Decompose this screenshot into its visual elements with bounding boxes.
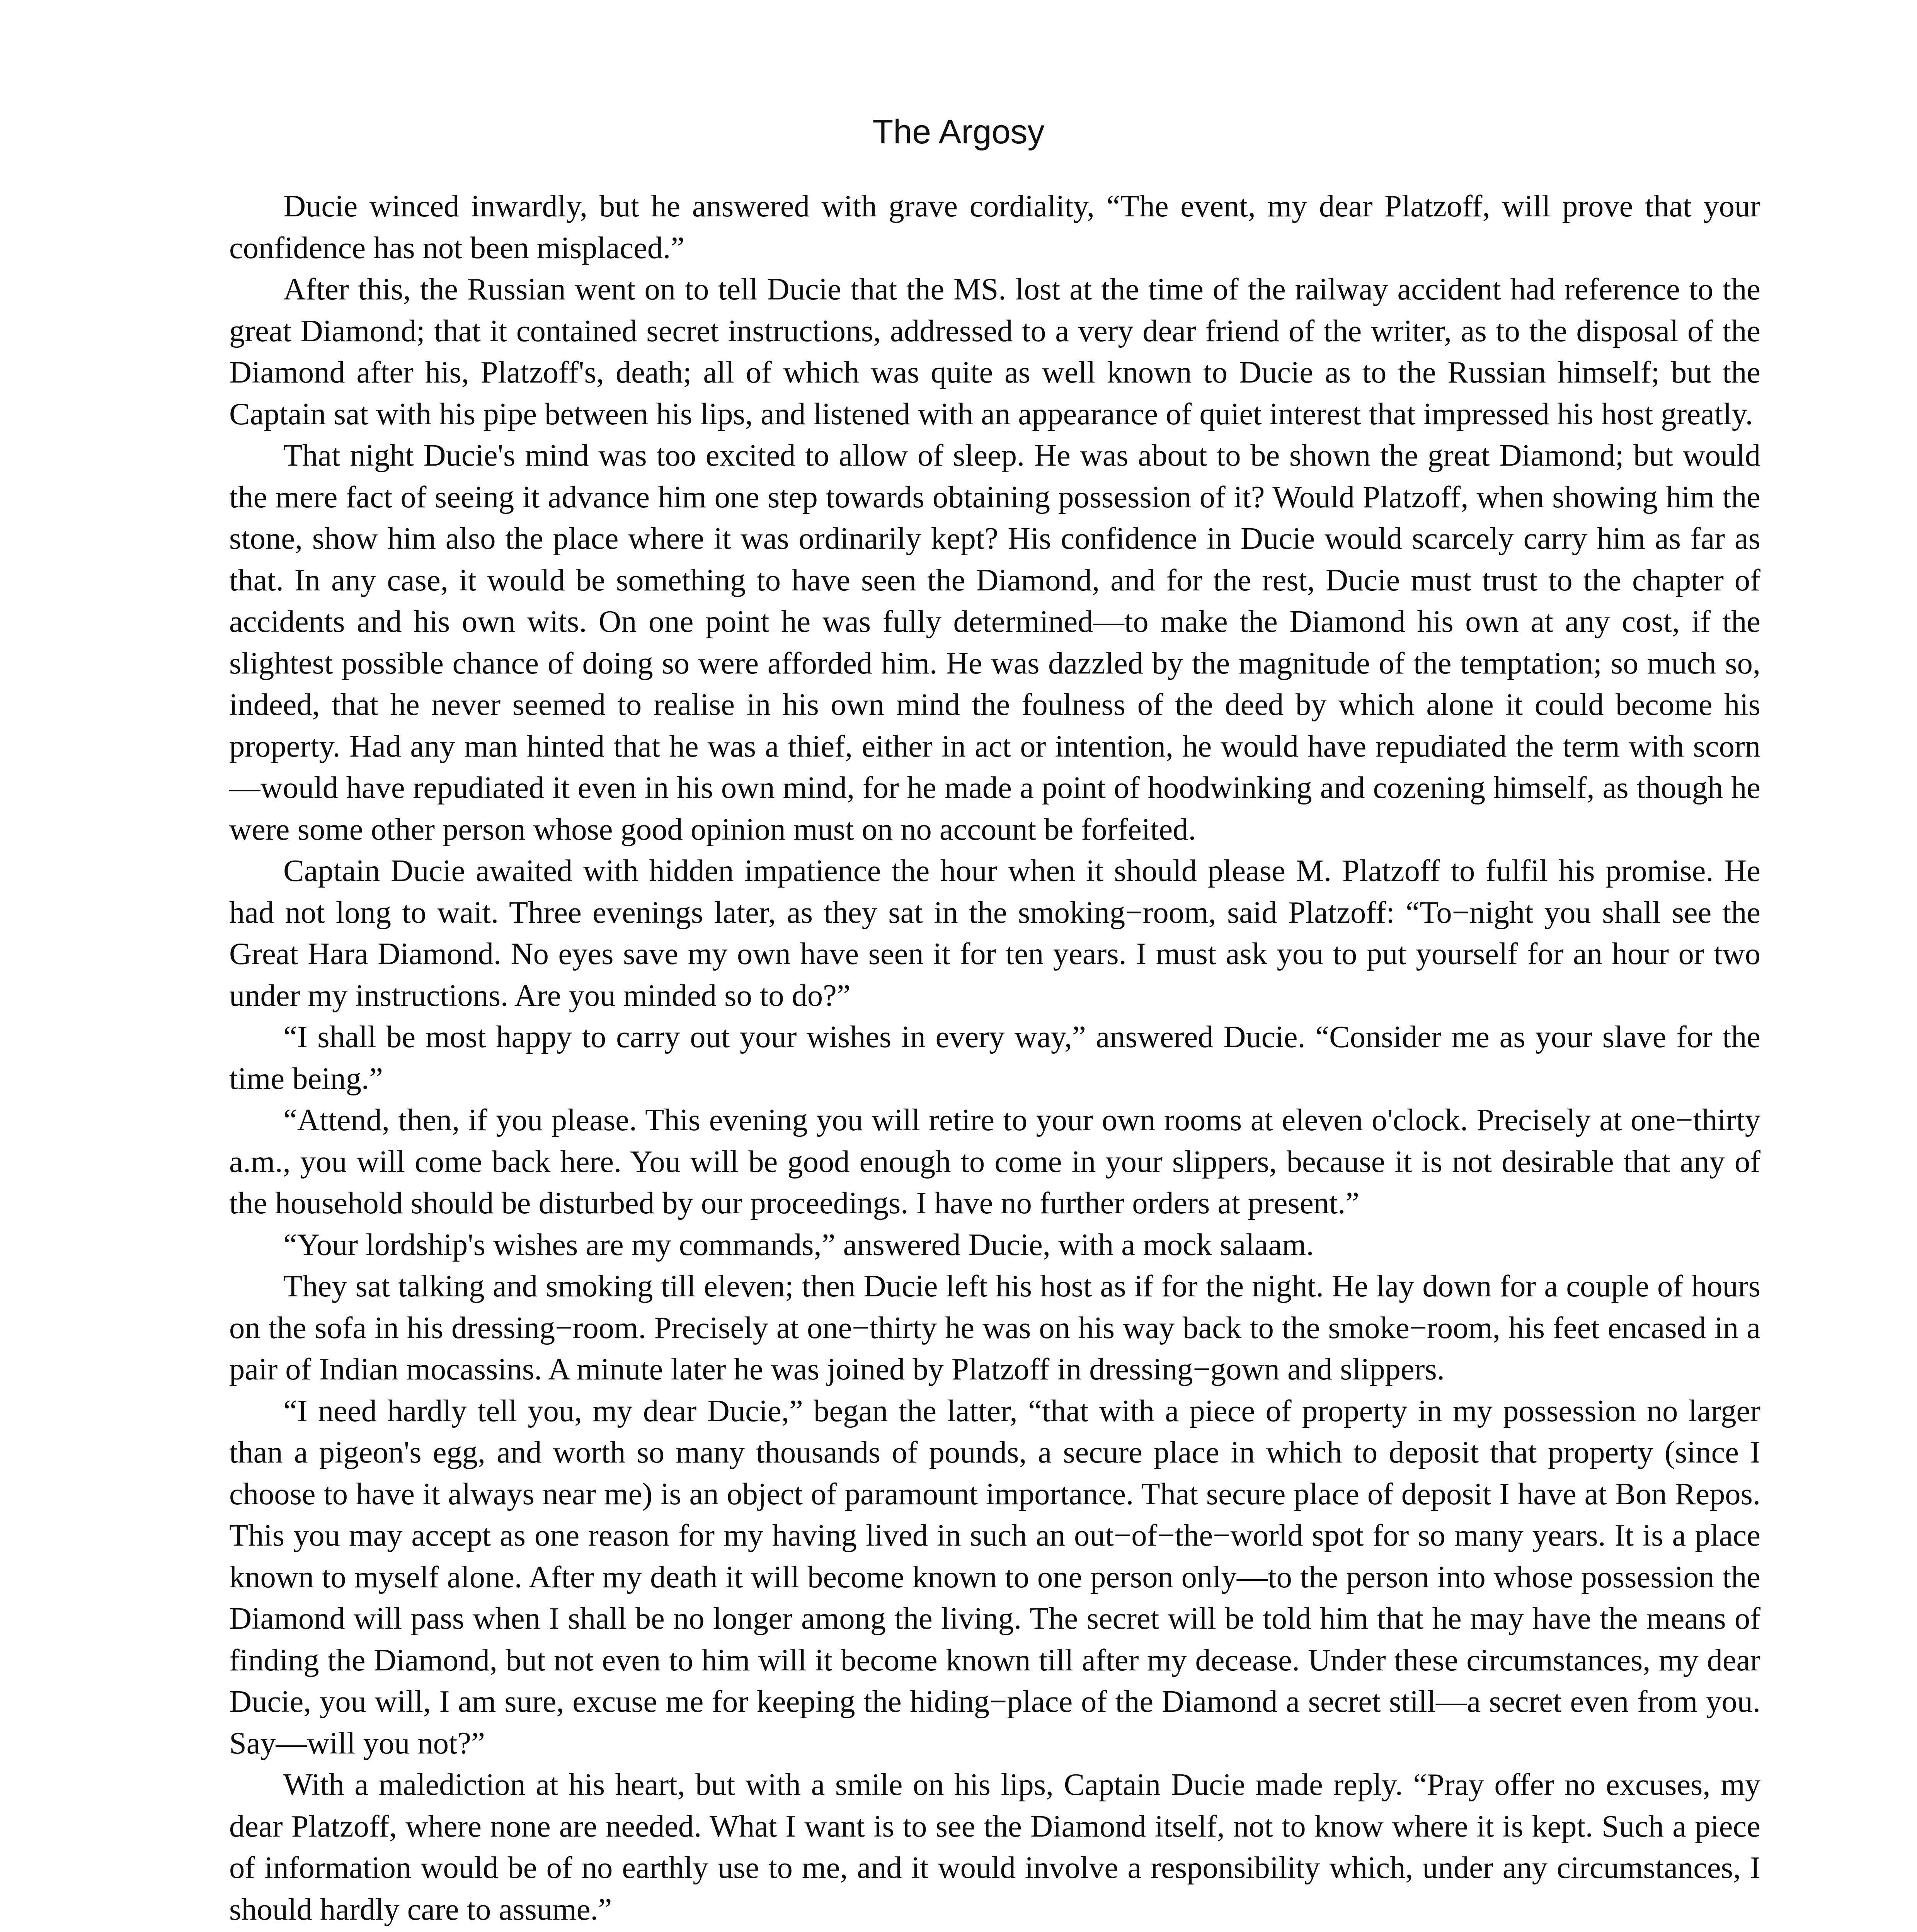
running-header: The Argosy bbox=[872, 112, 1045, 151]
paragraph bbox=[229, 1930, 1760, 1932]
paragraph: Captain Ducie awaited with hidden impatience the hour when it should please M. Platzoff to fulfil his promise. He had not long to wait. Three evenings later, as they sat in the smoking−room, said Platzoff: “To−night you shall see the Great Hara Diamond. No eyes save my own have seen it for ten years. I must ask you to put yourself for an hour or two under my instructions. Are you minded so to do?” bbox=[229, 854, 1760, 1013]
paragraph: They sat talking and smoking till eleven; then Ducie left his host as if for the night. He lay down for a couple of hours on the sofa in his dressing−room. Precisely at one−thirty he was on his way back to the smoke−room, his feet encased in a pair of Indian mocassins. A minute later he was joined by Platzoff in dressing−gown and slippers. bbox=[229, 1269, 1760, 1386]
paragraph: “I need hardly tell you, my dear Ducie,” began the latter, “that with a piece of property in my possession no larger than a pigeon's egg, and worth so many thousands of pounds, a secure place in which to deposit that property (since I choose to have it always near me) is an object of paramount importance. That secure place of deposit I have at Bon Repos. This you may accept as one reason for my having lived in such an out−of−the−world spot for so many years. It is a place known to myself alone. After my death it will become known to one person only—to the person into whose possession the Diamond will pass when I shall be no longer among the living. The secret will be told him that he may have the means of finding the Diamond, but not even to him will it become known till after my decease. Under these circumstances, my dear Ducie, you will, I am sure, excuse me for keeping the hiding−place of the Diamond a secret still—a secret even from you. Say—will you not?” bbox=[229, 1393, 1760, 1760]
paragraph: With a malediction at his heart, but with a smile on his lips, Captain Ducie made reply. “Pray offer no excuses, my dear Platzoff, where none are needed. What I want is to see the Diamond itself, not to know where it is kept. Such a piece of information would be of no earthly use to me, and it would involve a responsibility which, under any circumstances, I should hardly care to assume.” bbox=[229, 1767, 1760, 1927]
paragraph: “Attend, then, if you please. This evening you will retire to your own rooms at eleven o'clock. Precisely at one−thirty a.m., you will come back here. You will be good enough to come in your slippers, because it is not desirable that any of the household should be disturbed by our proceedings. I have no further orders at present.” bbox=[229, 1103, 1760, 1220]
paragraph: After this, the Russian went on to tell Ducie that the MS. lost at the time of the railway accident had reference to the great Diamond; that it contained secret instructions, addressed to a very dear friend of the writer, as to the disposal of the Diamond after his, Platzoff's, death; all of which was quite as well known to Ducie as to the Russian himself; but the Captain sat with his pipe between his lips, and listened with an appearance of quiet interest that impressed his host greatly. bbox=[229, 272, 1760, 431]
body-text bbox=[229, 185, 1760, 1932]
paragraph: “Your lordship's wishes are my commands,” answered Ducie, with a mock salaam. bbox=[283, 1227, 1314, 1262]
paragraph: That night Ducie's mind was too excited to allow of sleep. He was about to be shown the great Diamond; but would the mere fact of seeing it advance him one step towards obtaining possession of it? Would Platzoff, when showing him the stone, show him also the place where it was ordinarily kept? His confidence in Ducie would scarcely carry him as far as that. In any case, it would be something to have seen the Diamond, and for the rest, Ducie must trust to the chapter of accidents and his own wits. On one point he was fully determined—to make the Diamond his own at any cost, if the slightest possible chance of doing so were afforded him. He was dazzled by the magnitude of the temptation; so much so, indeed, that he never seemed to realise in his own mind the foulness of the deed by which alone it could become his property. Had any man hinted that he was a thief, either in act or intention, he would have repudiated the term with scorn—would have repudiated it even in his own mind, for he made a point of hoodwinking and cozening himself, as though he were some other person whose good opinion must on no account be forfeited. bbox=[229, 438, 1760, 847]
paragraph: “I shall be most happy to carry out your wishes in every way,” answered Ducie. “Consider me as your slave for the time being.” bbox=[229, 1020, 1760, 1096]
paragraph: Ducie winced inwardly, but he answered with grave cordiality, “The event, my dear Platzoff, will prove that your confidence has not been misplaced.” bbox=[229, 189, 1760, 265]
